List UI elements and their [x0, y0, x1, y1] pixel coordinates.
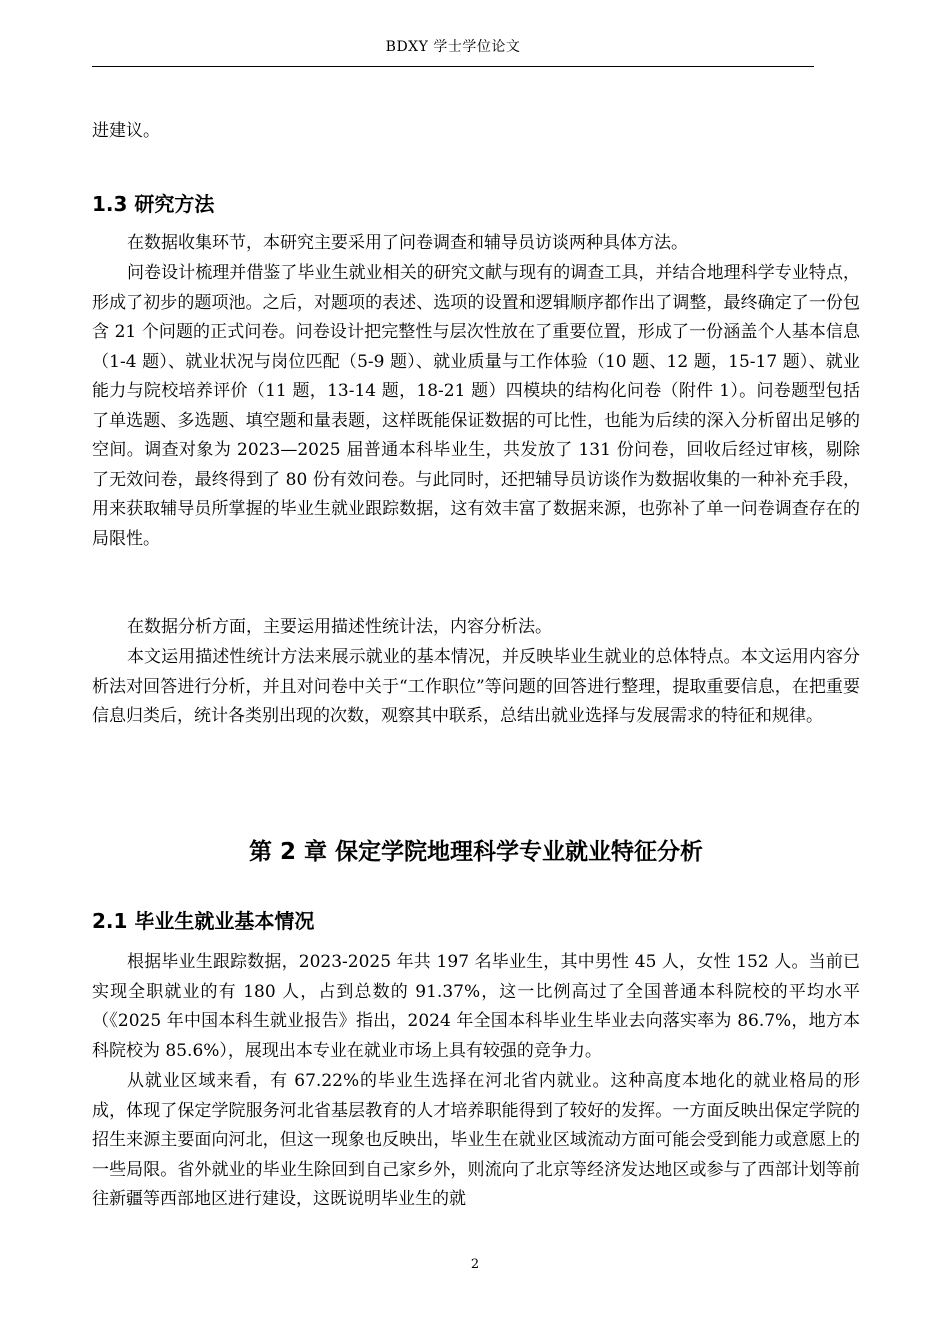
section-heading-1-3: 1.3 研究方法: [92, 192, 215, 216]
paragraph-employment-overview: 根据毕业生跟踪数据，2023-2025 年共 197 名毕业生，其中男性 45 人，女性 152 人。当前已实现全职就业的有 180 人，占到总数的 91.37%，这一比例高过了全国普通本科院校的平均水平（《2025 年中国本科生就业报告》指出，2024 年全国本科毕业生毕业去向落实率为 86.7%，地方本科院校为 85.6%），展现出本专业在就业市场上具有较强的竞争力。: [92, 952, 860, 1061]
paragraph-data-collection: 在数据收集环节，本研究主要采用了问卷调查和辅导员访谈两种具体方法。: [127, 233, 688, 253]
running-header: BDXY 学士学位论文: [385, 39, 521, 55]
continued-paragraph: 进建议。: [92, 121, 160, 141]
chapter-heading-2: 第 2 章 保定学院地理科学专业就业特征分析: [248, 839, 704, 865]
paragraph-employment-region: 从就业区域来看，有 67.22%的毕业生选择在河北省内就业。这种高度本地化的就业格局的形成，体现了保定学院服务河北省基层教育的人才培养职能得到了较好的发挥。一方面反映出保定学院的招生来源主要面向河北，但这一现象也反映出，毕业生在就业区域流动方面可能会受到能力或意愿上的一些局限。省外就业的毕业生除回到自己家乡外，则流向了北京等经济发达地区或参与了西部计划等前往新疆等西部地区进行建设，这既说明毕业生的就: [92, 1071, 860, 1209]
paragraph-analysis-detail: 本文运用描述性统计方法来展示就业的基本情况，并反映毕业生就业的总体特点。本文运用内容分析法对回答进行分析，并且对问卷中关于“工作职位”等问题的回答进行整理，提取重要信息，在把重要信息归类后，统计各类别出现的次数，观察其中联系，总结出就业选择与发展需求的特征和规律。: [92, 647, 860, 726]
header-rule: [92, 66, 814, 67]
paragraph-questionnaire-design: 问卷设计梳理并借鉴了毕业生就业相关的研究文献与现有的调查工具，并结合地理科学专业特点，形成了初步的题项池。之后，对题项的表述、选项的设置和逻辑顺序都作出了调整，最终确定了一份包含 21 个问题的正式问卷。问卷设计把完整性与层次性放在了重要位置，形成了一份涵盖个人基本信息（1-4 题）、就业状况与岗位匹配（5-9 题）、就业质量与工作体验（10 题、12 题，15-17 题）、就业能力与院校培养评价（11 题，13-14 题，18-21 题）四模块的结构化问卷（附件 1）。问卷题型包括了单选题、多选题、填空题和量表题，这样既能保证数据的可比性，也能为后续的深入分析留出足够的空间。调查对象为 2023—2025 届普通本科毕业生，共发放了 131 份问卷，回收后经过审核，剔除了无效问卷，最终得到了 80 份有效问卷。与此同时，还把辅导员访谈作为数据收集的一种补充手段，用来获取辅导员所掌握的毕业生就业跟踪数据，这有效丰富了数据来源，也弥补了单一问卷调查存在的局限性。: [92, 263, 860, 549]
page-number: 2: [470, 1257, 480, 1272]
paragraph-analysis-methods: 在数据分析方面，主要运用描述性统计法，内容分析法。: [127, 617, 552, 637]
section-heading-2-1: 2.1 毕业生就业基本情况: [92, 909, 315, 933]
